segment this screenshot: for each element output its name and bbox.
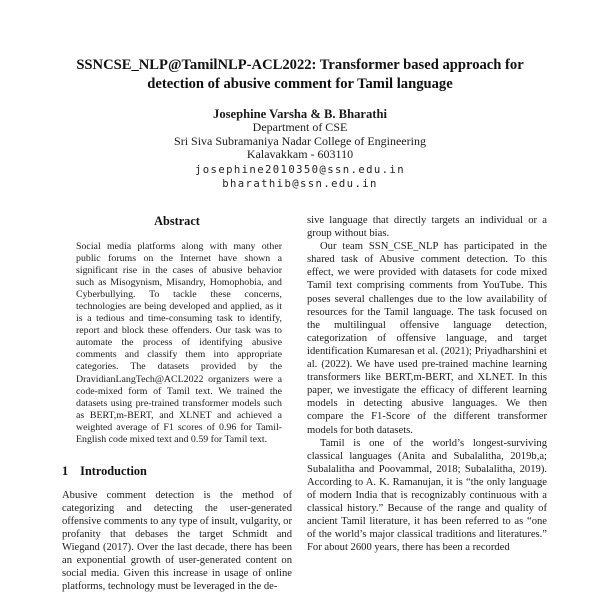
abstract-heading: Abstract	[154, 214, 200, 228]
paper-title-line-2: detection of abusive comment for Tamil language	[147, 75, 453, 92]
email-block	[0, 164, 600, 192]
affiliation-institution: Sri Siva Subramaniya Nadar College of Engineering	[174, 133, 426, 148]
tamil-paragraph: Tamil is one of the world’s longest-surviving classical languages (Anita and Subalalitha, 2019b,a; Subalalitha and Poovammal, 2018; Subalalitha, 2019). According to A. K. Ramanujan, it is “the only language of modern India that is recognizably continuous with a classical history.” Because of the range and quality of ancient Tamil literature, it has been referred to as “one of the world’s major classical traditions and literatures.” For about 2600 years, there has been a recorded	[307, 437, 547, 554]
section-number: 1	[62, 463, 69, 478]
paper-title	[60, 56, 540, 93]
author-email-first: josephine2010350@ssn.edu.in	[194, 163, 405, 176]
paper-title-line-1: SSNCSE_NLP@TamilNLP-ACL2022: Transformer based approach for	[76, 57, 524, 73]
introduction-heading	[62, 464, 292, 479]
right-column	[307, 214, 547, 600]
affiliation-city: Kalavakkam - 603110	[246, 147, 354, 162]
team-paragraph: Our team SSN_CSE_NLP has participated in the shared task of Abusive comment detection. To this effect, we were provided with datasets for code mixed Tamil text comprising comments from YouTube. This poses several challenges due to the low availability of resources for the Tamil language. The task focused on the multilingual offensive language detection, categorization of offensive language, and target identification Kumaresan et al. (2021); Priyadharshini et al. (2022). We have used pre-trained machine learning transformers like BERT,m-BERT, and XLNET. In this paper, we investigate the efficacy of different learning models in detecting abusive languages. We then compare the F1-Score of the different transformer models for both datasets.	[307, 241, 547, 436]
continuation-paragraph: sive language that directly targets an individual or a group without bias.	[307, 215, 547, 240]
affiliation-block	[0, 121, 600, 162]
author-email-second: bharathib@ssn.edu.in	[222, 177, 378, 190]
paper-header	[0, 56, 600, 191]
abstract-text: Social media platforms along with many other public forums on the Internet have shown a significant rise in the cases of abusive behavior such as Misogynism, Misandry, Homophobia, and Cyberbullying. To tackle these concerns, technologies are being developed and applied, as it is a tedious and time-consuming task to identify, report and block these offenders. Our task was to automate the process of identifying abusive comments and classify them into appropriate categories. The datasets provided by the DravidianLangTech@ACL2022 organizers were a code-mixed form of Tamil text. We trained the datasets using pre-trained transformer models such as BERT,m-BERT, and XLNET and achieved a weighted average of F1 scores of 0.96 for Tamil-English code mixed text and 0.59 for Tamil text.	[76, 241, 282, 445]
introduction-paragraph: Abusive comment detection is the method of categorizing and detecting the user-generated offensive comments to any type of insult, vulgarity, or profanity that debases the target Schmidt and Wiegand (2017). Over the last decade, there has been an exponential growth of user-generated content on social media. Given this increase in usage of online platforms, technology must be leveraged in the de-	[62, 489, 292, 593]
section-title: Introduction	[80, 463, 147, 478]
left-column	[62, 214, 292, 594]
author-name: Josephine Varsha & B. Bharathi	[213, 107, 387, 121]
affiliation-department: Department of CSE	[252, 120, 348, 134]
